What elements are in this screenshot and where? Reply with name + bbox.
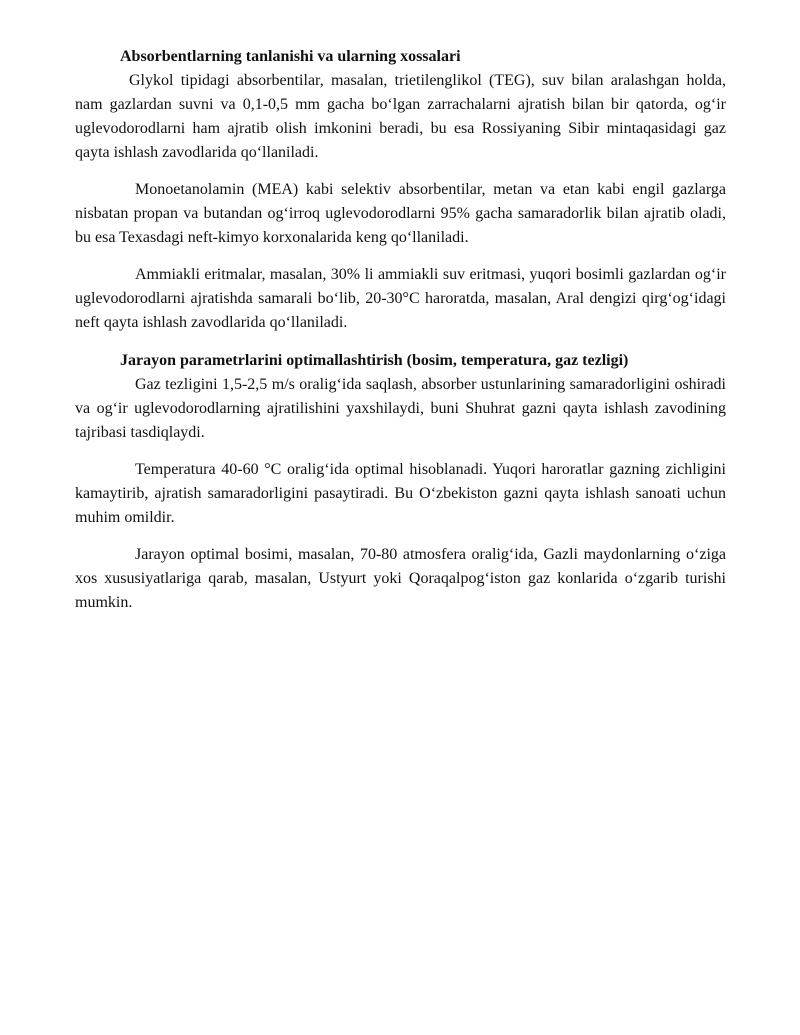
paragraph-gas-velocity: Gaz tezligini 1,5-2,5 m/s oralig‘ida saqlash, absorber ustunlarining samaradorligini oshiradi va og‘ir uglevodorodlarning ajratilishini yaxshilaydi, buni Shuhrat gazni qayta ishlash zavodining tajribasi tasdiqlaydi. (75, 376, 726, 441)
paragraph-mea: Monoetanolamin (MEA) kabi selektiv absorbentilar, metan va etan kabi engil gazlarga nisbatan propan va butandan og‘irroq uglevodorodlarni 95% gacha samaradorlik bilan ajratib oladi, bu esa Texasdagi neft-kimyo korxonalarida keng qo‘llaniladi. (75, 181, 726, 246)
section-heading-absorbents: Absorbentlarning tanlanishi va ularning xossalari (120, 48, 461, 65)
paragraph-pressure: Jarayon optimal bosimi, masalan, 70-80 atmosfera oralig‘ida, Gazli maydonlarning o‘ziga xos xususiyatlariga qarab, masalan, Ustyurt yoki Qoraqalpog‘iston gaz konlarida o‘zgarib turishi mumkin. (75, 546, 726, 611)
document-page (75, 45, 726, 615)
paragraph-ammonia: Ammiakli eritmalar, masalan, 30% li ammiakli suv eritmasi, yuqori bosimli gazlardan og‘ir uglevodorodlarni ajratishda samarali bo‘lib, 20-30°C haroratda, masalan, Aral dengizi qirg‘og‘idagi neft qayta ishlash zavodlarida qo‘llaniladi. (75, 266, 726, 331)
paragraph-temperature: Temperatura 40-60 °C oralig‘ida optimal hisoblanadi. Yuqori haroratlar gazning zichligini kamaytirib, ajratish samaradorligini pasaytiradi. Bu O‘zbekiston gazni qayta ishlash sanoati uchun muhim omildir. (75, 461, 726, 526)
section-heading-optimization: Jarayon parametrlarini optimallashtirish (bosim, temperatura, gaz tezligi) (120, 352, 629, 369)
paragraph-teg: Glykol tipidagi absorbentilar, masalan, trietilenglikol (TEG), suv bilan aralashgan holda, nam gazlardan suvni va 0,1-0,5 mm gacha bo‘lgan zarrachalarni ajratish bilan bir qatorda, og‘ir uglevodorodlarni ham ajratib olish imkonini beradi, bu esa Rossiyaning Sibir mintaqasidagi gaz qayta ishlash zavodlarida qo‘llaniladi. (75, 72, 726, 161)
